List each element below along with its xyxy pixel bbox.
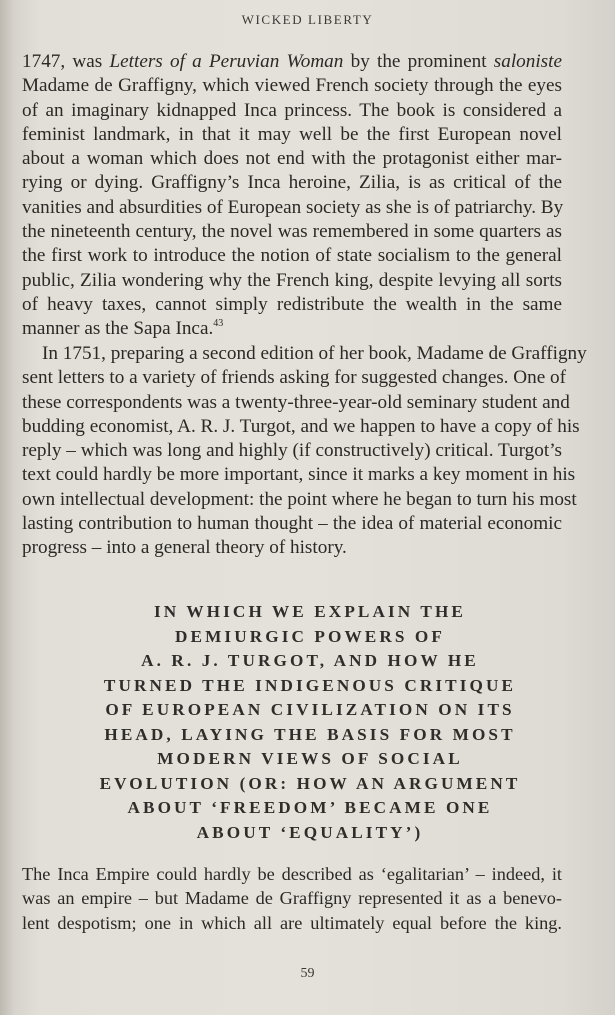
paragraph-2-line	[22, 342, 587, 366]
paragraph-2-line: budding economist, A. R. J. Turgot, and we happen to have a copy of his	[22, 415, 580, 437]
text-run: 1747, was	[22, 51, 110, 72]
paragraph-1-line: of an imaginary kidnapped Inca princess. The book is considered a	[22, 99, 562, 121]
paragraph-1-line: of heavy taxes, cannot simply redistribute the wealth in the same	[22, 293, 562, 315]
paragraph-1-line: rying or dying. Graffigny’s Inca heroine, Zilia, is as critical of the	[22, 172, 562, 194]
paragraph-3-line: lent despotism; one in which all are ultimately equal before the king.	[22, 912, 562, 933]
section-heading-line: DEMIURGIC POWERS OF	[175, 626, 445, 646]
section-heading-line: EVOLUTION (OR: HOW AN ARGUMENT	[99, 773, 521, 793]
paragraph-1-line: the nineteenth century, the novel was remembered in some quarters as	[22, 221, 562, 243]
paragraph-2-line: own intellectual development: the point where he began to turn his most	[22, 488, 577, 510]
paragraph-1-line: Madame de Graffigny, which viewed French society through the eyes	[22, 75, 562, 97]
text-run: In 1751, preparing a second edition of her book, Madame de Graffigny	[42, 343, 587, 364]
paragraph-2-line: reply – which was long and highly (if constructively) critical. Turgot’s	[22, 440, 562, 462]
section-heading-line: TURNED THE INDIGENOUS CRITIQUE	[103, 675, 517, 695]
paragraph-3-line: was an empire – but Madame de Graffigny represented it as a benevo-	[22, 888, 562, 909]
page-number: 59	[300, 966, 315, 981]
saloniste-italic: saloniste	[493, 51, 562, 72]
paragraph-1-line: public, Zilia wondering why the French king, despite levying all sorts	[22, 269, 562, 291]
paragraph-1-line	[22, 317, 562, 341]
paragraph-1-line	[22, 50, 562, 74]
running-head: WICKED LIBERTY	[241, 12, 374, 27]
paragraph-2	[22, 342, 587, 561]
paragraph-1-line: the first work to introduce the notion of state socialism to the general	[22, 245, 562, 267]
paragraph-2-line: progress – into a general theory of history.	[22, 537, 347, 559]
text-run: manner as the Sapa Inca.	[22, 318, 214, 340]
section-heading-line: MODERN VIEWS OF SOCIAL	[157, 749, 463, 768]
section-heading-line: A. R. J. TURGOT, AND HOW HE	[141, 651, 479, 670]
text-run: by the prominent	[343, 51, 494, 72]
section-heading-line: OF EUROPEAN CIVILIZATION ON ITS	[105, 700, 515, 719]
paragraph-1	[22, 50, 562, 342]
section-heading-line: HEAD, LAYING THE BASIS FOR MOST	[104, 724, 516, 744]
paragraph-3-line: The Inca Empire could hardly be described as ‘egalitarian’ – indeed, it	[22, 864, 562, 884]
paragraph-2-line: text could hardly be more important, since it marks a key moment in his	[22, 464, 576, 486]
paragraph-1-line: vanities and absurdities of European society as she is of patriarchy. By	[22, 196, 564, 218]
footnote-ref[interactable]: 43	[213, 318, 224, 330]
paragraph-1-line: about a woman which does not end with the protagonist either mar-	[22, 148, 562, 170]
section-heading	[60, 600, 560, 845]
paragraph-2-line: these correspondents was a twenty-three-year-old seminary student and	[22, 391, 570, 413]
paragraph-2-line: sent letters to a variety of friends asking for suggested changes. One of	[22, 367, 567, 389]
paragraph-2-line: lasting contribution to human thought – the idea of material economic	[22, 513, 562, 535]
paragraph-1-line: feminist landmark, in that it may well be the first European novel	[22, 123, 562, 145]
section-heading-line: ABOUT ‘FREEDOM’ BECAME ONE	[127, 798, 493, 817]
section-heading-line: ABOUT ‘EQUALITY’)	[196, 822, 424, 842]
paragraph-3	[22, 862, 562, 935]
book-title-italic: Letters of a Peruvian Woman	[109, 51, 344, 72]
section-heading-line: IN WHICH WE EXPLAIN THE	[154, 602, 466, 621]
